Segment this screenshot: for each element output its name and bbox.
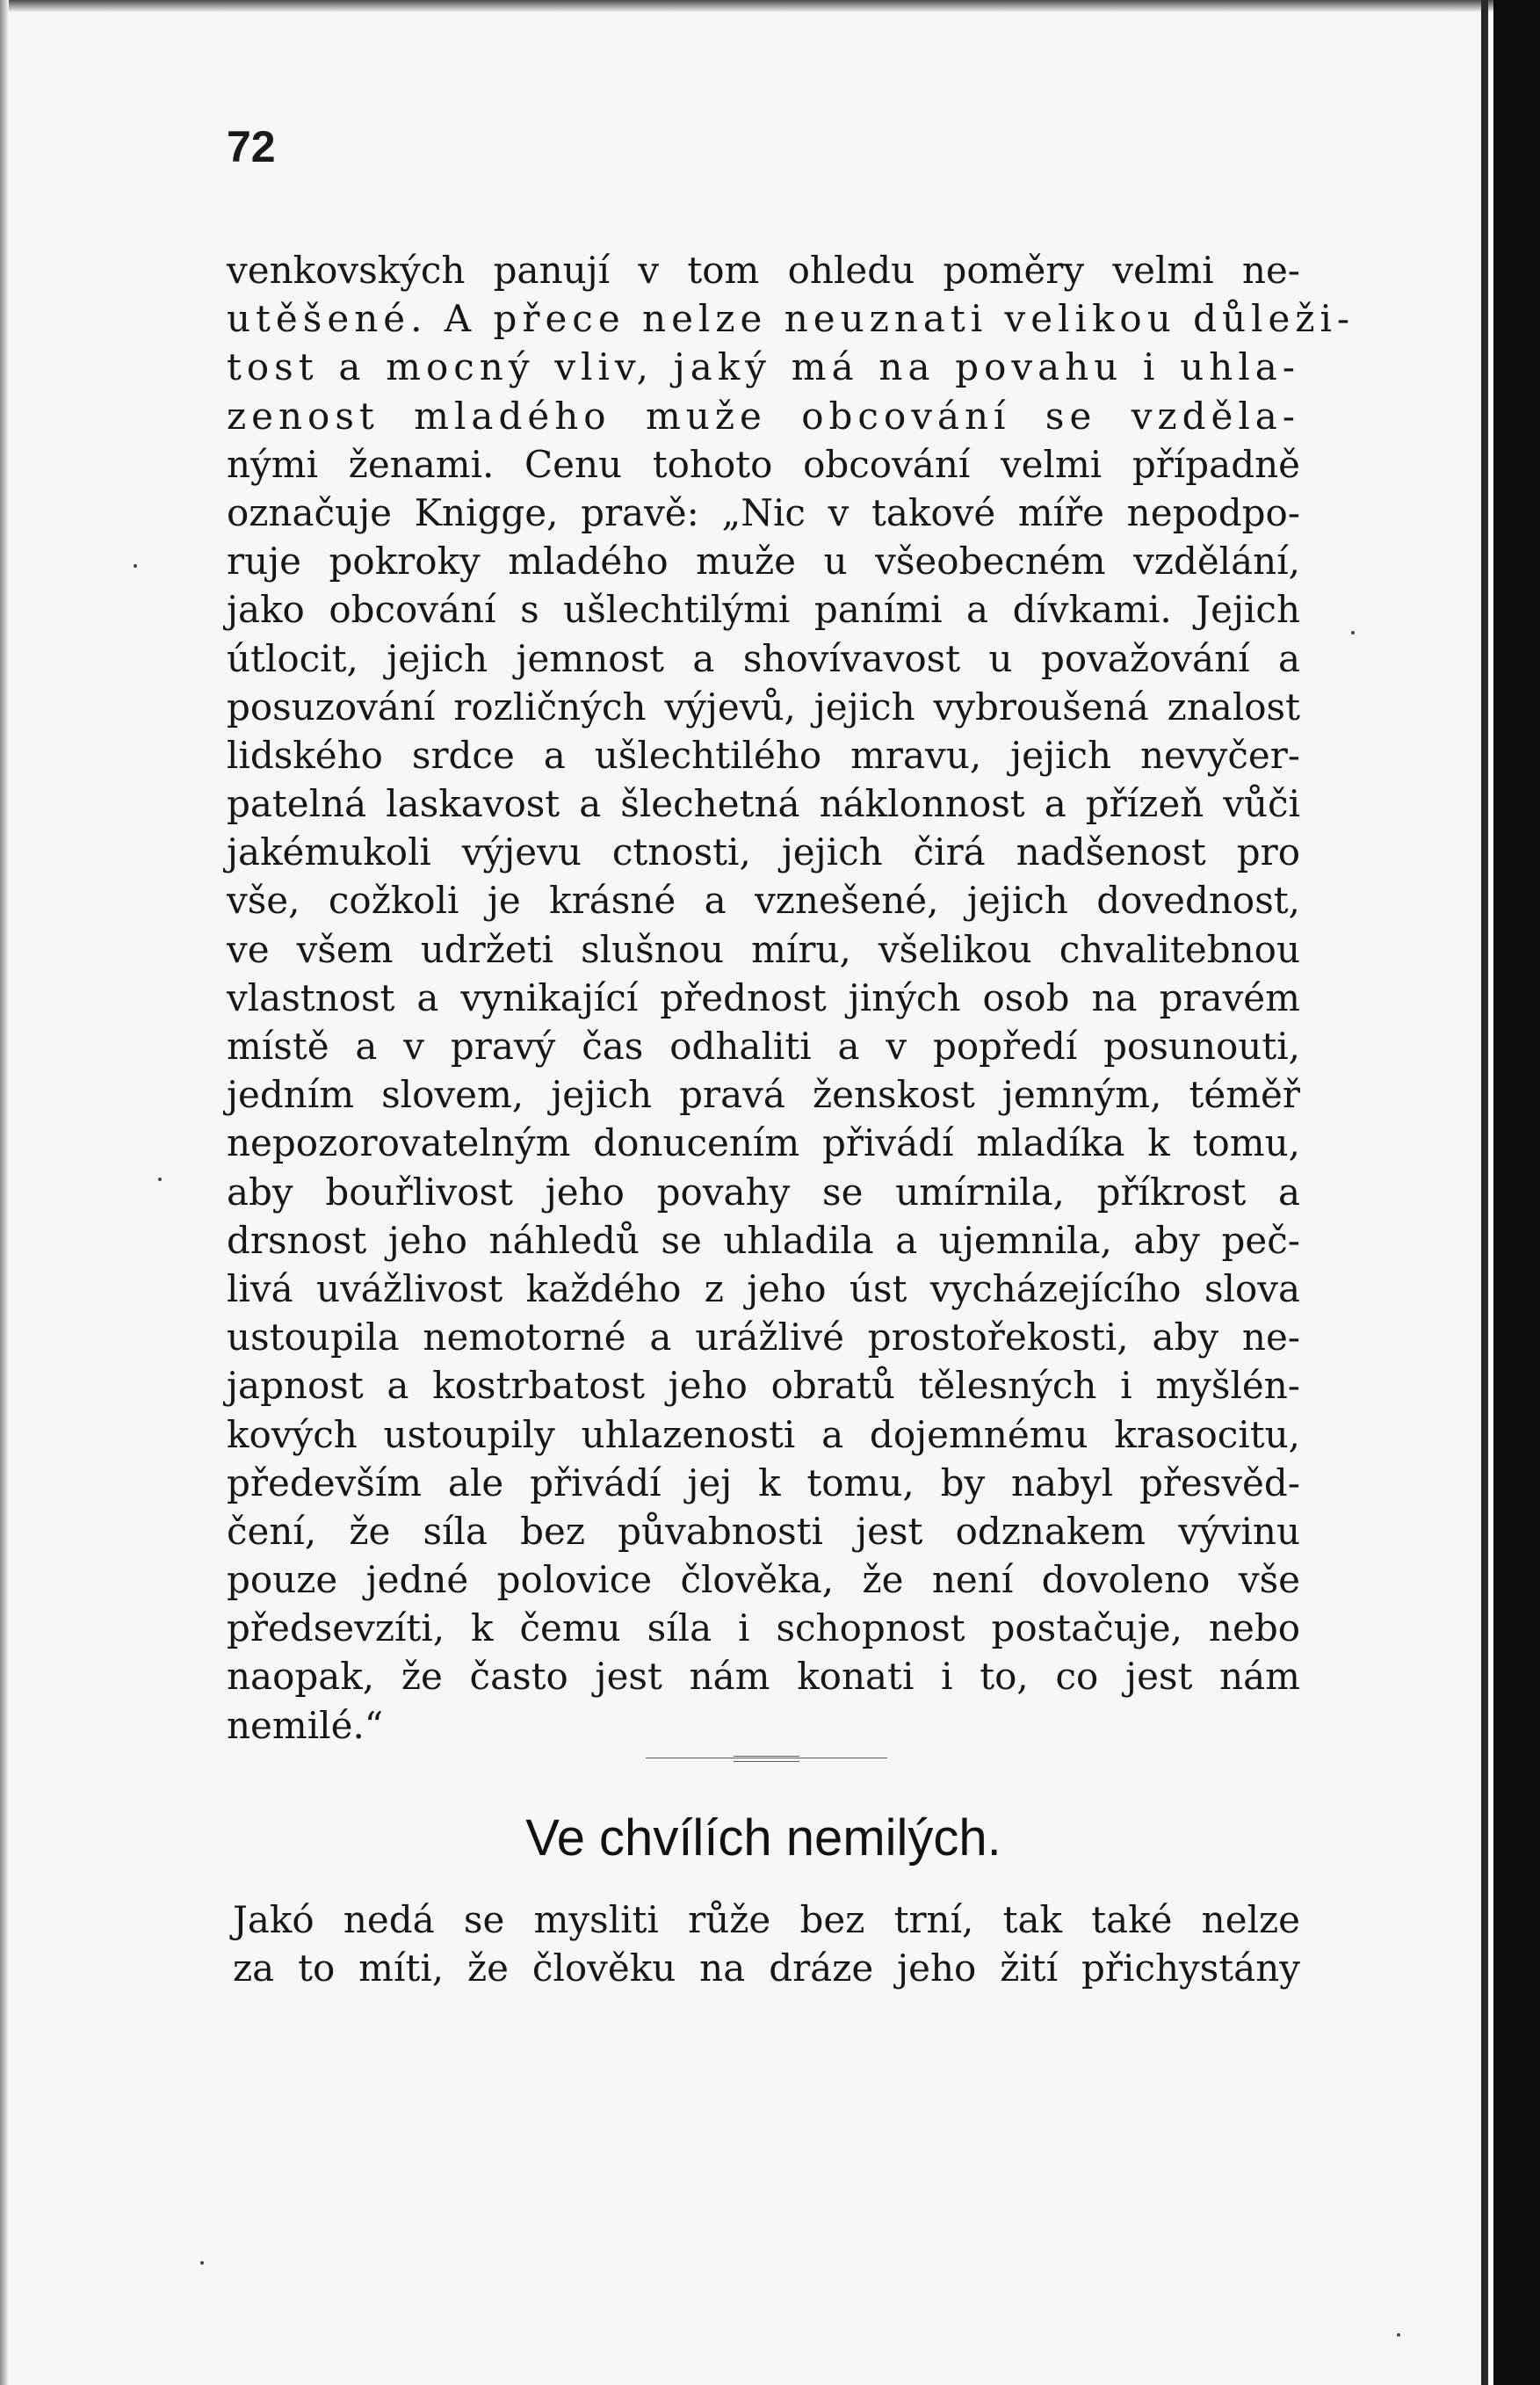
body-line: předsevzíti, k čemu síla i schopnost postačuje, nebo [227, 1606, 1300, 1650]
body-line: jako obcování s ušlechtilými paními a dívkami. Jejich [227, 588, 1300, 632]
body-line: místě a v pravý čas odhaliti a v popředí posunouti, [227, 1025, 1300, 1068]
scan-speck [1397, 2333, 1400, 2337]
section-title: Ve chvílích nemilých. [525, 1809, 1001, 1867]
body-line: kových ustoupily uhlazenosti a dojemnému krasocitu, [227, 1412, 1300, 1456]
scan-speck [1351, 631, 1355, 634]
body-line: čení, že síla bez půvabnosti jest odznakem vývinu [227, 1509, 1300, 1553]
section-divider [646, 1755, 887, 1762]
body-line: drsnost jeho náhledů se uhladila a ujemnila, aby peč- [227, 1218, 1300, 1262]
body-line: patelná laskavost a šlechetná náklonnost a přízeň vůči [227, 782, 1300, 826]
divider-ornament [734, 1756, 799, 1762]
body-line: vše, cožkoli je krásné a vznešené, jejich dovednost, [227, 879, 1300, 923]
body-line: vlastnost a vynikající přednost jiných osob na pravém [227, 975, 1300, 1019]
body-line: nými ženami. Cenu tohoto obcování velmi případně [227, 442, 1300, 486]
body-line: především ale přivádí jej k tomu, by nabyl přesvěd- [227, 1461, 1300, 1504]
scan-edge-right-bar [1493, 0, 1540, 2385]
body-line: jedním slovem, jejich pravá ženskost jemným, téměř [227, 1073, 1300, 1117]
body-line: utěšené. A přece nelze neuznati velikou důleži- [227, 297, 1356, 341]
section-line: za to míti, že člověku na dráze jeho žití přichystány [233, 1946, 1300, 1990]
body-line: lidského srdce a ušlechtilého mravu, jejich nevyčer- [227, 733, 1300, 777]
body-line: ustoupila nemotorné a urážlivé prostořekosti, aby ne- [227, 1316, 1300, 1359]
section-paragraph [233, 1896, 1300, 1992]
body-paragraph [227, 246, 1356, 1750]
body-line: ruje pokroky mladého muže u všeobecném vzdělání, [227, 540, 1300, 584]
scan-speck [134, 564, 137, 568]
body-line: livá uvážlivost každého z jeho úst vycházejícího slova [227, 1266, 1300, 1310]
body-line: aby bouřlivost jeho povahy se umírnila, příkrost a [227, 1170, 1300, 1214]
scan-edge-right-line [1481, 0, 1488, 2385]
body-line: označuje Knigge, pravě: „Nic v takové míře nepodpo- [227, 490, 1300, 534]
body-line: venkovských panují v tom ohledu poměry velmi ne- [227, 249, 1300, 292]
body-line: nemilé.“ [227, 1703, 384, 1747]
body-line: zenost mladého muže obcování se vzděla- [227, 394, 1300, 438]
body-line: posuzování rozličných výjevů, jejich vybroušená znalost [227, 685, 1300, 729]
body-line: tost a mocný vliv, jaký má na povahu i uhla- [227, 345, 1300, 389]
body-line: nepozorovatelným donucením přivádí mladíka k tomu, [227, 1121, 1300, 1165]
body-line: naopak, že často jest nám konati i to, co jest nám [227, 1655, 1300, 1699]
body-line: ve všem udržeti slušnou míru, všelikou chvalitebnou [227, 927, 1300, 971]
body-line: japnost a kostrbatost jeho obratů tělesných i myšlén- [227, 1364, 1300, 1408]
section-line: Jakó nedá se mysliti růže bez trní, tak také nelze [233, 1898, 1300, 1941]
page-number: 72 [227, 122, 276, 171]
scan-speck [158, 1178, 162, 1181]
scan-edge-left [0, 0, 9, 2385]
scan-edge-top [0, 0, 1540, 12]
body-line: jakémukoli výjevu ctnosti, jejich čirá nadšenost pro [227, 830, 1300, 874]
body-line: pouze jedné polovice člověka, že není dovoleno vše [227, 1558, 1300, 1602]
scan-speck [200, 2261, 204, 2265]
body-line: útlocit, jejich jemnost a shovívavost u považování a [227, 636, 1300, 680]
